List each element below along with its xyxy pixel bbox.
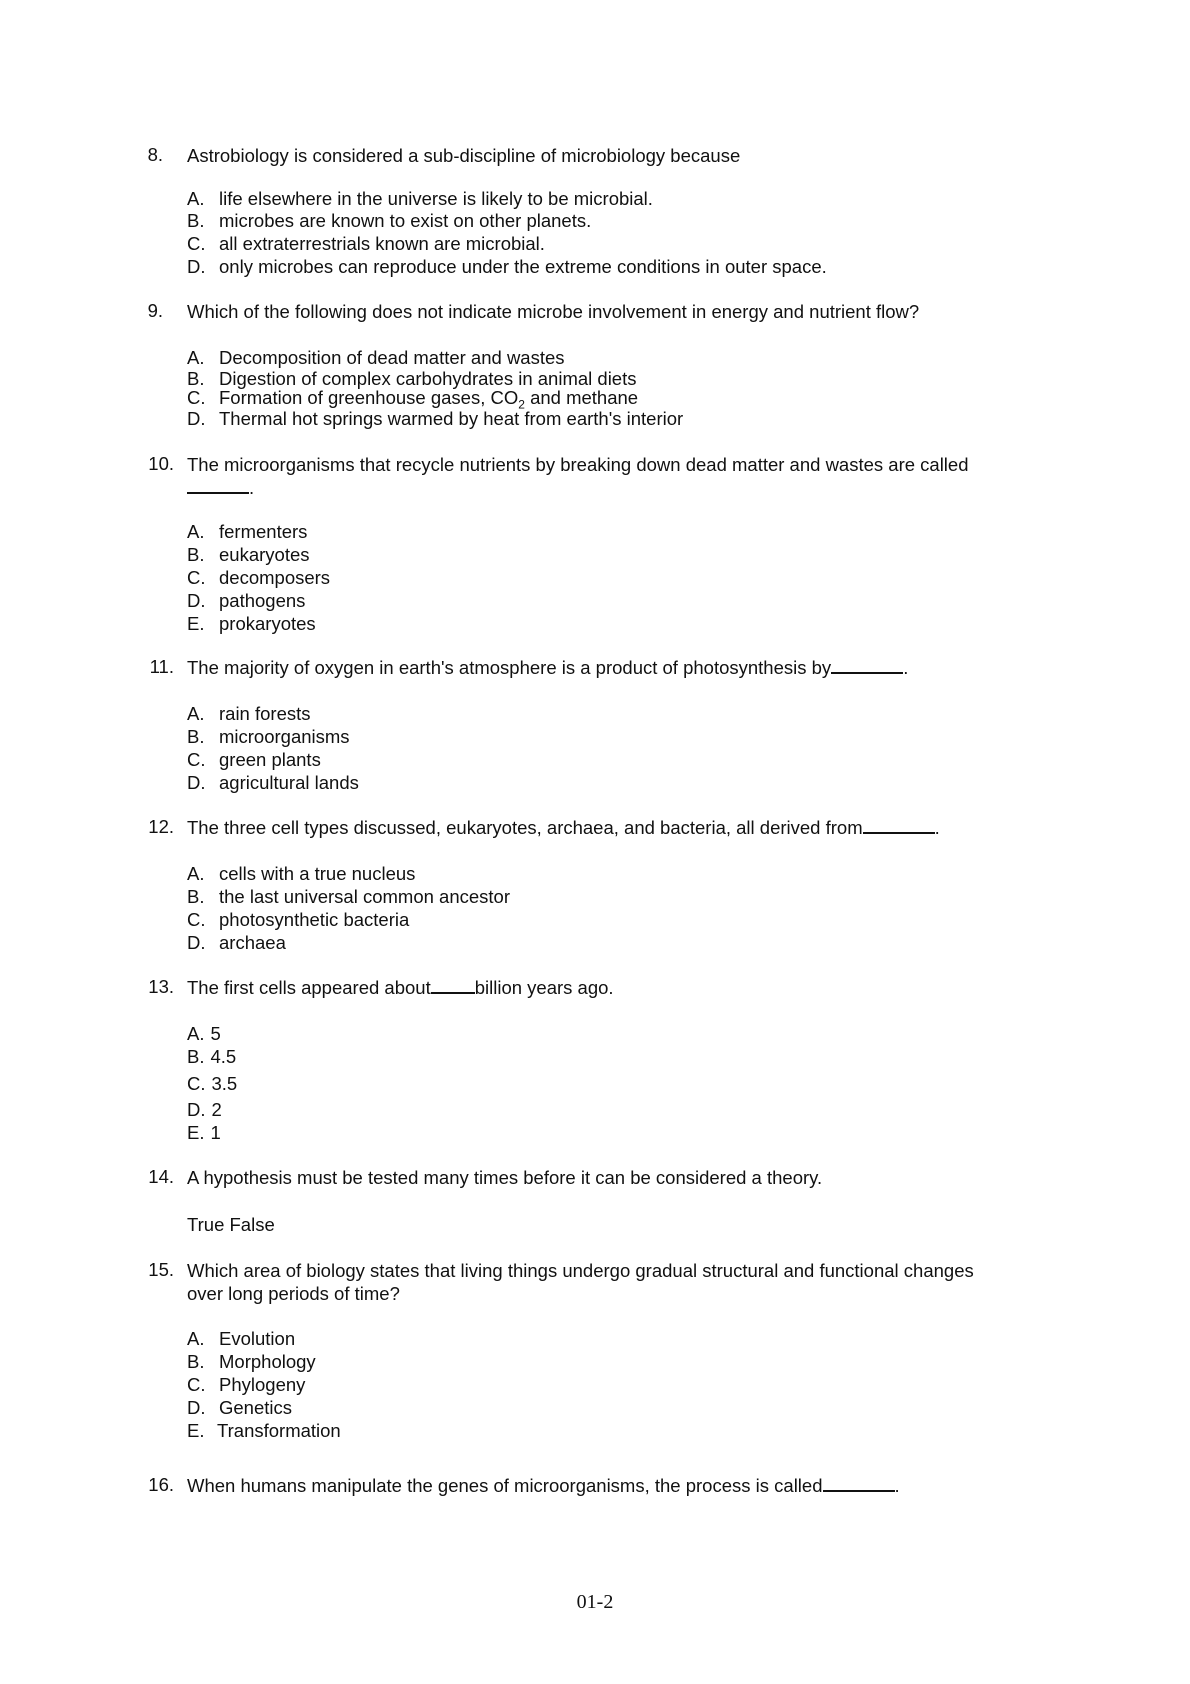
option-text: archaea bbox=[219, 932, 286, 953]
question-number: 12. bbox=[148, 816, 174, 837]
option-letter: C. bbox=[187, 1073, 206, 1094]
option-text: microbes are known to exist on other planets. bbox=[219, 210, 592, 231]
question-number: 16. bbox=[148, 1474, 174, 1495]
option-letter: A. bbox=[187, 1328, 205, 1349]
option-text: Digestion of complex carbohydrates in animal diets bbox=[219, 368, 637, 389]
option-b bbox=[187, 725, 350, 748]
option-letter: A. bbox=[187, 1023, 205, 1044]
question-number: 10. bbox=[148, 453, 174, 474]
question-text-before: The first cells appeared about bbox=[187, 977, 431, 998]
option-text: 5 bbox=[210, 1023, 221, 1044]
option-text: Transformation bbox=[217, 1420, 341, 1441]
option-c bbox=[187, 1373, 305, 1396]
option-letter: A. bbox=[187, 863, 205, 884]
option-c bbox=[187, 1072, 237, 1095]
option-letter: E. bbox=[187, 613, 205, 634]
question-text: The three cell types discussed, eukaryotes, archaea, and bacteria, all derived from bbox=[187, 817, 863, 838]
question-text-line bbox=[187, 656, 1047, 679]
question-number: 13. bbox=[148, 976, 174, 997]
question-text-after: billion years ago. bbox=[474, 977, 614, 998]
question-text-line-2: over long periods of time? bbox=[187, 1283, 400, 1304]
answer-blank[interactable] bbox=[187, 478, 249, 494]
option-letter: B. bbox=[187, 726, 205, 747]
option-letter: D. bbox=[187, 590, 206, 611]
option-c bbox=[187, 748, 321, 771]
question-text: The majority of oxygen in earth's atmosphere is a product of photosynthesis by bbox=[187, 657, 832, 678]
question-text-line-1: Which area of biology states that living things undergo gradual structural and functional changes bbox=[187, 1260, 974, 1281]
question-number: 11. bbox=[149, 656, 174, 677]
option-letter: B. bbox=[187, 210, 205, 231]
option-text: pathogens bbox=[219, 590, 306, 611]
option-text: 1 bbox=[210, 1122, 221, 1143]
option-letter: E. bbox=[187, 1122, 205, 1143]
option-letter: B. bbox=[187, 1046, 205, 1067]
option-d bbox=[187, 931, 286, 954]
answer-blank[interactable] bbox=[863, 818, 935, 834]
option-letter: B. bbox=[187, 368, 205, 389]
option-text: Phylogeny bbox=[219, 1374, 306, 1395]
option-letter: B. bbox=[187, 1351, 205, 1372]
option-letter: C. bbox=[187, 387, 206, 408]
option-letter: A. bbox=[187, 521, 205, 542]
option-a bbox=[187, 702, 311, 725]
option-text: rain forests bbox=[219, 703, 311, 724]
option-d bbox=[187, 1098, 222, 1121]
option-letter: C. bbox=[187, 749, 206, 770]
option-b bbox=[187, 885, 510, 908]
option-letter: A. bbox=[187, 703, 205, 724]
question-number: 8. bbox=[147, 144, 163, 165]
option-text: all extraterrestrials known are microbial. bbox=[219, 233, 545, 254]
option-text: microorganisms bbox=[219, 726, 350, 747]
option-e bbox=[187, 1419, 341, 1442]
option-letter: A. bbox=[187, 188, 205, 209]
option-letter: D. bbox=[187, 408, 206, 429]
option-text: Decomposition of dead matter and wastes bbox=[219, 347, 565, 368]
subscript-two: 2 bbox=[518, 397, 525, 412]
option-text: Genetics bbox=[219, 1397, 293, 1418]
option-text-before: Formation of greenhouse gases, CO bbox=[219, 387, 519, 408]
question-number: 14. bbox=[148, 1166, 174, 1187]
option-b bbox=[187, 1350, 316, 1373]
question-text-line bbox=[187, 816, 1047, 839]
option-letter: D. bbox=[187, 1397, 206, 1418]
question-text: Which of the following does not indicate microbe involvement in energy and nutrient flow? bbox=[187, 301, 920, 322]
option-text: life elsewhere in the universe is likely to be microbial. bbox=[219, 188, 653, 209]
trailing-period: . bbox=[249, 477, 255, 498]
option-letter: D. bbox=[187, 932, 206, 953]
option-text: the last universal common ancestor bbox=[219, 886, 510, 907]
option-letter: C. bbox=[187, 567, 206, 588]
option-c bbox=[187, 232, 545, 255]
trailing-period: . bbox=[903, 657, 909, 678]
option-letter: D. bbox=[187, 772, 206, 793]
answer-blank-line bbox=[187, 476, 1047, 499]
option-letter: C. bbox=[187, 909, 206, 930]
option-text: agricultural lands bbox=[219, 772, 359, 793]
option-letter: B. bbox=[187, 544, 205, 565]
answer-blank[interactable] bbox=[823, 1476, 895, 1492]
option-text: photosynthetic bacteria bbox=[219, 909, 410, 930]
option-text: 3.5 bbox=[211, 1073, 238, 1094]
option-c bbox=[187, 566, 330, 589]
option-c bbox=[187, 908, 409, 931]
answer-blank[interactable] bbox=[831, 658, 903, 674]
option-text: cells with a true nucleus bbox=[219, 863, 416, 884]
option-text: Thermal hot springs warmed by heat from earth's interior bbox=[219, 408, 684, 429]
trailing-period: . bbox=[894, 1475, 900, 1496]
option-letter: A. bbox=[187, 347, 205, 368]
question-number: 9. bbox=[147, 300, 163, 321]
option-text: prokaryotes bbox=[219, 613, 316, 634]
option-a bbox=[187, 346, 565, 369]
option-b bbox=[187, 1045, 236, 1068]
option-letter: B. bbox=[187, 886, 205, 907]
option-text: Morphology bbox=[219, 1351, 316, 1372]
question-text: A hypothesis must be tested many times before it can be considered a theory. bbox=[187, 1167, 823, 1188]
option-d bbox=[187, 771, 359, 794]
option-text: 4.5 bbox=[210, 1046, 237, 1067]
option-text: 2 bbox=[211, 1099, 222, 1120]
option-e bbox=[187, 612, 316, 635]
option-letter: D. bbox=[187, 256, 206, 277]
option-d bbox=[187, 255, 827, 278]
true-false-choices: True False bbox=[187, 1214, 275, 1235]
option-e bbox=[187, 1121, 221, 1144]
option-b bbox=[187, 209, 591, 232]
option-text: only microbes can reproduce under the extreme conditions in outer space. bbox=[219, 256, 827, 277]
option-a bbox=[187, 520, 307, 543]
answer-blank[interactable] bbox=[431, 978, 475, 994]
option-b bbox=[187, 543, 310, 566]
option-letter: D. bbox=[187, 1099, 206, 1120]
option-a bbox=[187, 1022, 221, 1045]
page-number: 01-2 bbox=[576, 1591, 614, 1613]
question-text-line bbox=[187, 1474, 1047, 1497]
option-text: green plants bbox=[219, 749, 321, 770]
option-text: fermenters bbox=[219, 521, 308, 542]
question-text: The microorganisms that recycle nutrients by breaking down dead matter and wastes are called bbox=[187, 454, 969, 475]
question-number: 15. bbox=[148, 1259, 174, 1280]
option-letter: C. bbox=[187, 1374, 206, 1395]
option-text: eukaryotes bbox=[219, 544, 310, 565]
question-text: Astrobiology is considered a sub-discipline of microbiology because bbox=[187, 145, 741, 166]
option-d bbox=[187, 407, 683, 430]
option-a bbox=[187, 1327, 295, 1350]
option-d bbox=[187, 589, 305, 612]
option-text: decomposers bbox=[219, 567, 331, 588]
option-letter: C. bbox=[187, 233, 206, 254]
option-d bbox=[187, 1396, 292, 1419]
option-text-after: and methane bbox=[524, 387, 639, 408]
option-a bbox=[187, 862, 415, 885]
option-a bbox=[187, 187, 653, 210]
question-text: When humans manipulate the genes of microorganisms, the process is called bbox=[187, 1475, 823, 1496]
question-text-line bbox=[187, 976, 1047, 999]
option-letter: E. bbox=[187, 1420, 205, 1441]
trailing-period: . bbox=[934, 817, 940, 838]
option-text: Evolution bbox=[219, 1328, 296, 1349]
